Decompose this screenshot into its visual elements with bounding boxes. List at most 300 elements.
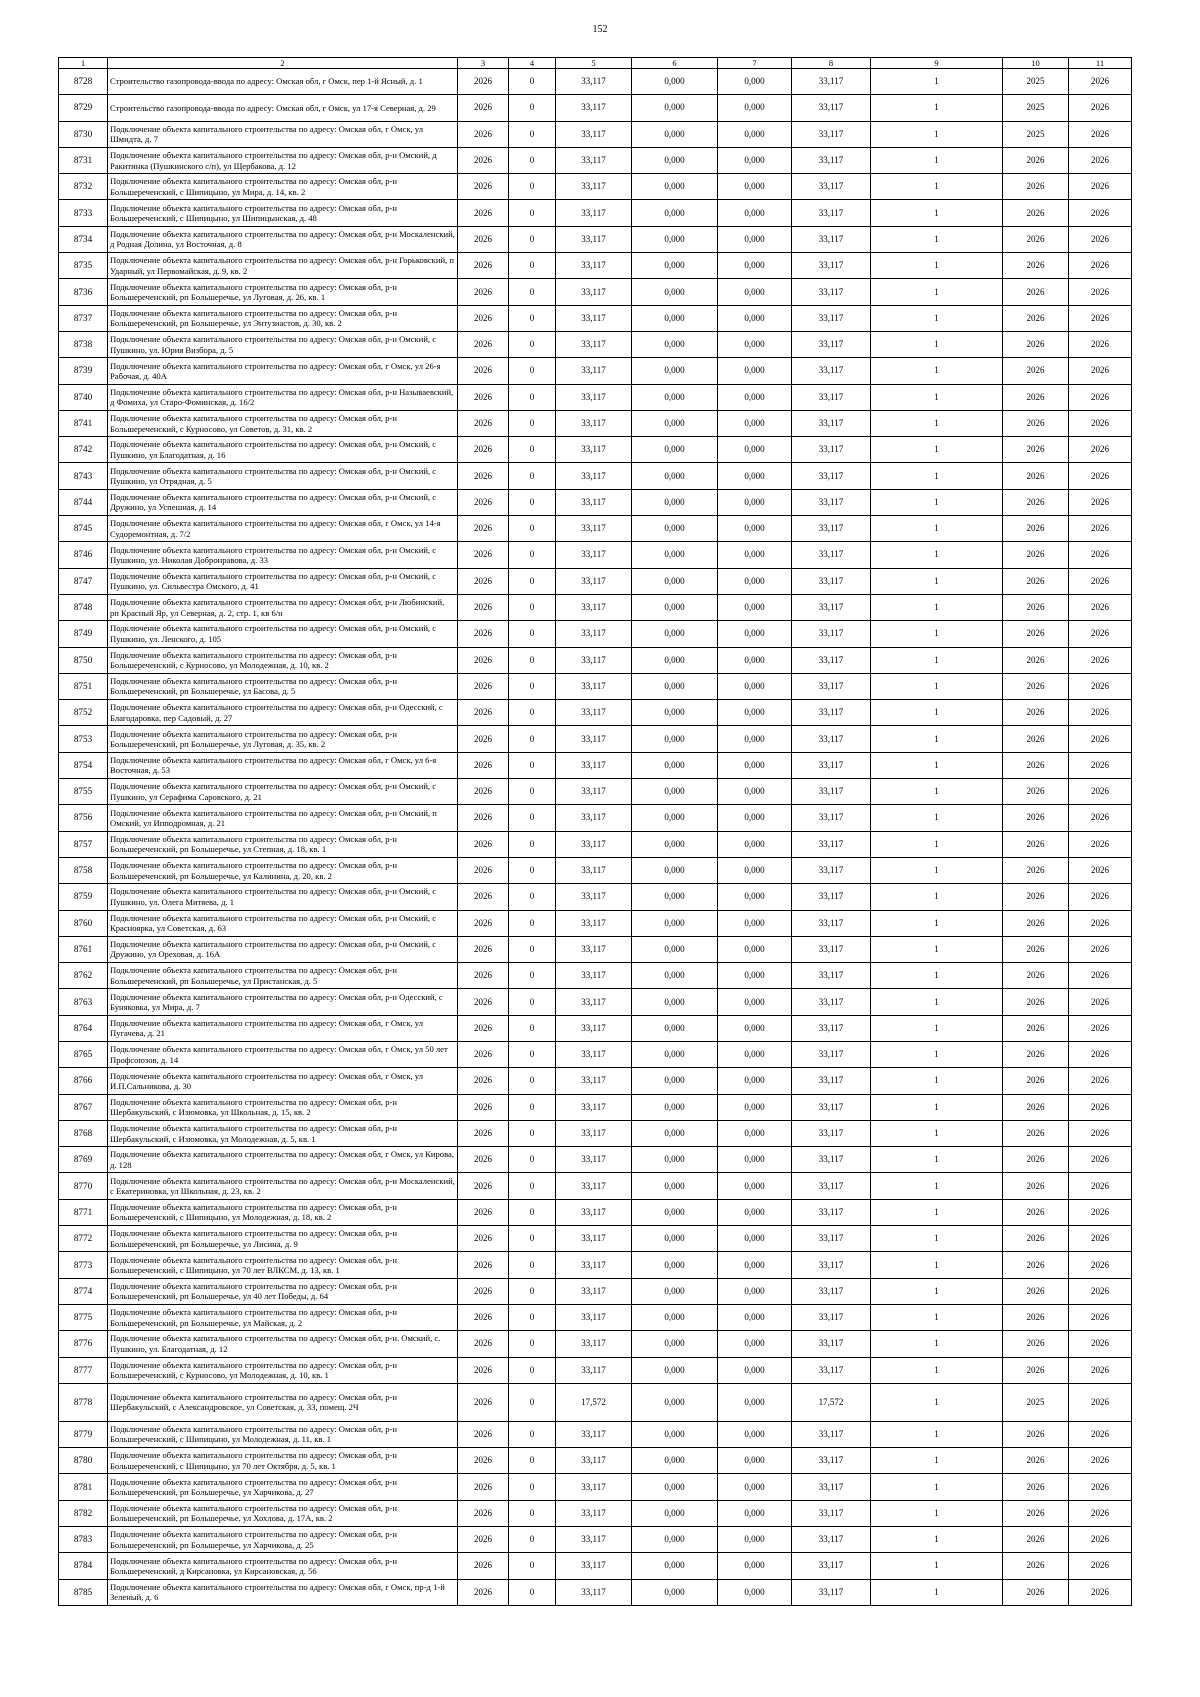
column-header: 5 [556,58,632,69]
amount-cell: 33,117 [556,594,632,620]
column-4-cell: 0 [509,673,556,699]
end-year-cell: 2026 [1069,1553,1132,1579]
total-amount-cell: 33,117 [792,95,871,121]
total-amount-cell: 33,117 [792,1278,871,1304]
total-amount-cell: 33,117 [792,253,871,279]
amount-cell: 33,117 [556,200,632,226]
column-6-cell: 0,000 [632,410,718,436]
object-description-cell: Подключение объекта капитального строительства по адресу: Омская обл, р-н Большереченский, с Шипицыно, ул 70 лет Октября, д. 5, кв. 1 [108,1448,458,1474]
column-header: 10 [1003,58,1069,69]
start-year-cell: 2025 [1003,121,1069,147]
amount-cell: 33,117 [556,1331,632,1357]
amount-cell: 33,117 [556,621,632,647]
column-6-cell: 0,000 [632,1278,718,1304]
column-6-cell: 0,000 [632,1448,718,1474]
amount-cell: 33,117 [556,95,632,121]
column-header: 4 [509,58,556,69]
row-number-cell: 8739 [59,358,108,384]
column-6-cell: 0,000 [632,69,718,95]
total-amount-cell: 33,117 [792,752,871,778]
table-row [59,305,1132,331]
column-4-cell: 0 [509,489,556,515]
count-cell: 1 [871,779,1003,805]
object-description-cell: Подключение объекта капитального строительства по адресу: Омская обл, р-н Омский, с Пушкино, ул. Ленского, д. 105 [108,621,458,647]
amount-cell: 33,117 [556,726,632,752]
table-row [59,936,1132,962]
start-year-cell: 2026 [1003,1500,1069,1526]
start-year-cell: 2026 [1003,1474,1069,1500]
start-year-cell: 2026 [1003,1448,1069,1474]
object-description-cell: Подключение объекта капитального строительства по адресу: Омская обл, г Омск, ул Шмидта, д. 7 [108,121,458,147]
row-number-cell: 8760 [59,910,108,936]
table-row [59,1579,1132,1605]
total-amount-cell: 33,117 [792,1094,871,1120]
end-year-cell: 2026 [1069,752,1132,778]
object-description-cell: Подключение объекта капитального строительства по адресу: Омская обл, р-н Омский, д Ракитинка (Пушкинского с/п), ул Щербакова, д. 12 [108,147,458,173]
count-cell: 1 [871,1383,1003,1421]
count-cell: 1 [871,331,1003,357]
column-4-cell: 0 [509,1500,556,1526]
table-row [59,594,1132,620]
column-6-cell: 0,000 [632,1068,718,1094]
total-amount-cell: 33,117 [792,1304,871,1330]
start-year-cell: 2026 [1003,779,1069,805]
column-7-cell: 0,000 [718,1579,792,1605]
column-7-cell: 0,000 [718,568,792,594]
column-4-cell: 0 [509,752,556,778]
column-7-cell: 0,000 [718,805,792,831]
column-7-cell: 0,000 [718,516,792,542]
row-number-cell: 8772 [59,1226,108,1252]
column-7-cell: 0,000 [718,1421,792,1447]
year-cell: 2026 [458,1527,509,1553]
count-cell: 1 [871,358,1003,384]
row-number-cell: 8735 [59,253,108,279]
start-year-cell: 2026 [1003,568,1069,594]
total-amount-cell: 33,117 [792,1421,871,1447]
column-4-cell: 0 [509,331,556,357]
column-7-cell: 0,000 [718,726,792,752]
object-description-cell: Подключение объекта капитального строительства по адресу: Омская обл, р-н Омский, с Дружино, ул Успешная, д. 14 [108,489,458,515]
column-6-cell: 0,000 [632,1094,718,1120]
start-year-cell: 2026 [1003,673,1069,699]
amount-cell: 33,117 [556,121,632,147]
count-cell: 1 [871,410,1003,436]
start-year-cell: 2026 [1003,1068,1069,1094]
table-row [59,437,1132,463]
count-cell: 1 [871,1579,1003,1605]
count-cell: 1 [871,542,1003,568]
column-6-cell: 0,000 [632,226,718,252]
column-4-cell: 0 [509,594,556,620]
start-year-cell: 2026 [1003,279,1069,305]
column-7-cell: 0,000 [718,437,792,463]
table-row [59,1199,1132,1225]
total-amount-cell: 33,117 [792,1173,871,1199]
year-cell: 2026 [458,516,509,542]
column-7-cell: 0,000 [718,1500,792,1526]
column-7-cell: 0,000 [718,1120,792,1146]
end-year-cell: 2026 [1069,279,1132,305]
column-4-cell: 0 [509,779,556,805]
row-number-cell: 8734 [59,226,108,252]
start-year-cell: 2026 [1003,1527,1069,1553]
year-cell: 2026 [458,700,509,726]
column-4-cell: 0 [509,1527,556,1553]
amount-cell: 33,117 [556,831,632,857]
column-7-cell: 0,000 [718,69,792,95]
count-cell: 1 [871,437,1003,463]
column-6-cell: 0,000 [632,963,718,989]
end-year-cell: 2026 [1069,463,1132,489]
count-cell: 1 [871,568,1003,594]
amount-cell: 33,117 [556,779,632,805]
column-6-cell: 0,000 [632,1199,718,1225]
register-table [58,57,1132,1606]
count-cell: 1 [871,121,1003,147]
column-6-cell: 0,000 [632,936,718,962]
total-amount-cell: 33,117 [792,1226,871,1252]
object-description-cell: Подключение объекта капитального строительства по адресу: Омская обл, р-н Большереченский, рп Большеречье, ул Пристанская, д. 5 [108,963,458,989]
count-cell: 1 [871,726,1003,752]
column-header: 8 [792,58,871,69]
amount-cell: 33,117 [556,1579,632,1605]
column-6-cell: 0,000 [632,594,718,620]
column-4-cell: 0 [509,200,556,226]
column-6-cell: 0,000 [632,331,718,357]
start-year-cell: 2026 [1003,857,1069,883]
year-cell: 2026 [458,568,509,594]
object-description-cell: Подключение объекта капитального строительства по адресу: Омская обл, г Омск, ул Кирова, д. 128 [108,1147,458,1173]
amount-cell: 33,117 [556,884,632,910]
row-number-cell: 8732 [59,174,108,200]
column-4-cell: 0 [509,1094,556,1120]
year-cell: 2026 [458,95,509,121]
total-amount-cell: 33,117 [792,279,871,305]
amount-cell: 33,117 [556,1252,632,1278]
count-cell: 1 [871,1278,1003,1304]
column-7-cell: 0,000 [718,1252,792,1278]
column-4-cell: 0 [509,1421,556,1447]
object-description-cell: Подключение объекта капитального строительства по адресу: Омская обл, р-н Большереченский, с Шипицыно, ул 70 лет ВЛКСМ, д. 13, кв. 1 [108,1252,458,1278]
amount-cell: 33,117 [556,963,632,989]
column-7-cell: 0,000 [718,1199,792,1225]
count-cell: 1 [871,1304,1003,1330]
column-4-cell: 0 [509,1304,556,1330]
total-amount-cell: 33,117 [792,305,871,331]
end-year-cell: 2026 [1069,910,1132,936]
end-year-cell: 2026 [1069,95,1132,121]
column-4-cell: 0 [509,700,556,726]
object-description-cell: Подключение объекта капитального строительства по адресу: Омская обл, р-н Омский, с Красноярка, ул Советская, д. 63 [108,910,458,936]
start-year-cell: 2026 [1003,1120,1069,1146]
start-year-cell: 2026 [1003,253,1069,279]
total-amount-cell: 33,117 [792,936,871,962]
column-7-cell: 0,000 [718,1278,792,1304]
end-year-cell: 2026 [1069,1094,1132,1120]
column-4-cell: 0 [509,121,556,147]
count-cell: 1 [871,673,1003,699]
end-year-cell: 2026 [1069,200,1132,226]
column-7-cell: 0,000 [718,1068,792,1094]
column-6-cell: 0,000 [632,1474,718,1500]
start-year-cell: 2026 [1003,1199,1069,1225]
count-cell: 1 [871,1173,1003,1199]
amount-cell: 17,572 [556,1383,632,1421]
total-amount-cell: 33,117 [792,1357,871,1383]
column-7-cell: 0,000 [718,331,792,357]
total-amount-cell: 33,117 [792,779,871,805]
year-cell: 2026 [458,963,509,989]
table-row [59,516,1132,542]
amount-cell: 33,117 [556,1357,632,1383]
column-4-cell: 0 [509,305,556,331]
end-year-cell: 2026 [1069,1579,1132,1605]
row-number-cell: 8759 [59,884,108,910]
table-row [59,1474,1132,1500]
row-number-cell: 8765 [59,1041,108,1067]
column-4-cell: 0 [509,989,556,1015]
table-row [59,331,1132,357]
table-row [59,147,1132,173]
year-cell: 2026 [458,1448,509,1474]
start-year-cell: 2026 [1003,1226,1069,1252]
year-cell: 2026 [458,384,509,410]
object-description-cell: Подключение объекта капитального строительства по адресу: Омская обл, р-н Большереченский, с Курносово, ул Молодежная, д. 10, кв. 2 [108,647,458,673]
column-7-cell: 0,000 [718,1147,792,1173]
column-4-cell: 0 [509,936,556,962]
amount-cell: 33,117 [556,305,632,331]
object-description-cell: Подключение объекта капитального строительства по адресу: Омская обл, р-н Большереченский, с Шипицыно, ул Шипицынская, д. 48 [108,200,458,226]
column-7-cell: 0,000 [718,989,792,1015]
year-cell: 2026 [458,305,509,331]
start-year-cell: 2026 [1003,700,1069,726]
end-year-cell: 2026 [1069,1421,1132,1447]
column-header: 9 [871,58,1003,69]
count-cell: 1 [871,1448,1003,1474]
end-year-cell: 2026 [1069,121,1132,147]
table-row [59,1278,1132,1304]
total-amount-cell: 33,117 [792,174,871,200]
amount-cell: 33,117 [556,1068,632,1094]
start-year-cell: 2026 [1003,410,1069,436]
column-6-cell: 0,000 [632,384,718,410]
start-year-cell: 2026 [1003,989,1069,1015]
year-cell: 2026 [458,1500,509,1526]
year-cell: 2026 [458,1553,509,1579]
row-number-cell: 8769 [59,1147,108,1173]
year-cell: 2026 [458,936,509,962]
object-description-cell: Подключение объекта капитального строительства по адресу: Омская обл, р-н. Омский, с. Пушкино, ул. Благодатная, д. 12 [108,1331,458,1357]
column-7-cell: 0,000 [718,963,792,989]
table-row [59,1331,1132,1357]
table-row [59,410,1132,436]
column-4-cell: 0 [509,1278,556,1304]
start-year-cell: 2026 [1003,884,1069,910]
row-number-cell: 8748 [59,594,108,620]
total-amount-cell: 33,117 [792,1331,871,1357]
total-amount-cell: 33,117 [792,542,871,568]
column-4-cell: 0 [509,857,556,883]
start-year-cell: 2026 [1003,1304,1069,1330]
column-4-cell: 0 [509,1357,556,1383]
end-year-cell: 2026 [1069,1199,1132,1225]
count-cell: 1 [871,805,1003,831]
column-7-cell: 0,000 [718,489,792,515]
object-description-cell: Подключение объекта капитального строительства по адресу: Омская обл, р-н Омский, с Дружино, ул Ореховая, д. 16А [108,936,458,962]
object-description-cell: Подключение объекта капитального строительства по адресу: Омская обл, р-н Большереченский, рп Большеречье, ул Луговая, д. 35, кв. 2 [108,726,458,752]
column-6-cell: 0,000 [632,1173,718,1199]
amount-cell: 33,117 [556,989,632,1015]
amount-cell: 33,117 [556,1474,632,1500]
start-year-cell: 2026 [1003,1421,1069,1447]
object-description-cell: Подключение объекта капитального строительства по адресу: Омская обл, р-н Большереченский, рп Большеречье, ул Басова, д. 5 [108,673,458,699]
column-4-cell: 0 [509,647,556,673]
object-description-cell: Подключение объекта капитального строительства по адресу: Омская обл, р-н Любинский, рп Красный Яр, ул Северная, д. 2, стр. 1, кв 6/н [108,594,458,620]
start-year-cell: 2025 [1003,95,1069,121]
row-number-cell: 8751 [59,673,108,699]
amount-cell: 33,117 [556,1199,632,1225]
count-cell: 1 [871,752,1003,778]
count-cell: 1 [871,1015,1003,1041]
year-cell: 2026 [458,1357,509,1383]
table-row [59,621,1132,647]
object-description-cell: Подключение объекта капитального строительства по адресу: Омская обл, р-н Москаленский, д Родная Долина, ул Восточная, д. 8 [108,226,458,252]
year-cell: 2026 [458,1094,509,1120]
column-6-cell: 0,000 [632,857,718,883]
count-cell: 1 [871,1226,1003,1252]
total-amount-cell: 33,117 [792,1448,871,1474]
total-amount-cell: 33,117 [792,568,871,594]
object-description-cell: Подключение объекта капитального строительства по адресу: Омская обл, р-н Большереченский, рп Большеречье, ул Харчикова, д. 27 [108,1474,458,1500]
table-row [59,989,1132,1015]
column-6-cell: 0,000 [632,1120,718,1146]
start-year-cell: 2026 [1003,305,1069,331]
amount-cell: 33,117 [556,516,632,542]
amount-cell: 33,117 [556,1120,632,1146]
year-cell: 2026 [458,1331,509,1357]
year-cell: 2026 [458,1173,509,1199]
end-year-cell: 2026 [1069,489,1132,515]
total-amount-cell: 33,117 [792,1579,871,1605]
total-amount-cell: 33,117 [792,726,871,752]
column-4-cell: 0 [509,69,556,95]
row-number-cell: 8780 [59,1448,108,1474]
row-number-cell: 8761 [59,936,108,962]
count-cell: 1 [871,253,1003,279]
column-4-cell: 0 [509,1331,556,1357]
column-7-cell: 0,000 [718,1383,792,1421]
row-number-cell: 8785 [59,1579,108,1605]
end-year-cell: 2026 [1069,1252,1132,1278]
start-year-cell: 2026 [1003,621,1069,647]
total-amount-cell: 33,117 [792,1015,871,1041]
year-cell: 2026 [458,1120,509,1146]
object-description-cell: Подключение объекта капитального строительства по адресу: Омская обл, р-н Большереченский, рп Большеречье, ул Лисина, д. 9 [108,1226,458,1252]
end-year-cell: 2026 [1069,358,1132,384]
total-amount-cell: 17,572 [792,1383,871,1421]
total-amount-cell: 33,117 [792,963,871,989]
year-cell: 2026 [458,1199,509,1225]
start-year-cell: 2026 [1003,1015,1069,1041]
column-4-cell: 0 [509,1173,556,1199]
column-6-cell: 0,000 [632,437,718,463]
column-4-cell: 0 [509,542,556,568]
column-6-cell: 0,000 [632,989,718,1015]
column-7-cell: 0,000 [718,358,792,384]
end-year-cell: 2026 [1069,384,1132,410]
table-row [59,910,1132,936]
row-number-cell: 8746 [59,542,108,568]
table-row [59,1015,1132,1041]
total-amount-cell: 33,117 [792,1553,871,1579]
column-6-cell: 0,000 [632,1041,718,1067]
start-year-cell: 2026 [1003,594,1069,620]
amount-cell: 33,117 [556,489,632,515]
row-number-cell: 8766 [59,1068,108,1094]
count-cell: 1 [871,1500,1003,1526]
year-cell: 2026 [458,69,509,95]
total-amount-cell: 33,117 [792,489,871,515]
table-row [59,1068,1132,1094]
start-year-cell: 2026 [1003,936,1069,962]
column-6-cell: 0,000 [632,1579,718,1605]
column-7-cell: 0,000 [718,647,792,673]
table-row [59,1120,1132,1146]
amount-cell: 33,117 [556,1226,632,1252]
page-number: 152 [592,24,608,35]
column-number-header-row [59,58,1132,69]
object-description-cell: Подключение объекта капитального строительства по адресу: Омская обл, р-н Омский, с Пушкино, ул Серафима Саровского, д. 21 [108,779,458,805]
start-year-cell: 2026 [1003,1278,1069,1304]
column-7-cell: 0,000 [718,1041,792,1067]
total-amount-cell: 33,117 [792,384,871,410]
start-year-cell: 2025 [1003,69,1069,95]
object-description-cell: Подключение объекта капитального строительства по адресу: Омская обл, р-н Большереченский, д Кирсановка, ул Кирсановская, д. 56 [108,1553,458,1579]
table-row [59,700,1132,726]
column-7-cell: 0,000 [718,384,792,410]
amount-cell: 33,117 [556,331,632,357]
row-number-cell: 8776 [59,1331,108,1357]
column-4-cell: 0 [509,516,556,542]
object-description-cell: Подключение объекта капитального строительства по адресу: Омская обл, р-н Большереченский, рп Большеречье, ул Харчикова, д. 25 [108,1527,458,1553]
year-cell: 2026 [458,1226,509,1252]
object-description-cell: Подключение объекта капитального строительства по адресу: Омская обл, р-н Большереченский, рп Большеречье, ул Степная, д. 18, кв. 1 [108,831,458,857]
end-year-cell: 2026 [1069,1173,1132,1199]
end-year-cell: 2026 [1069,253,1132,279]
start-year-cell: 2026 [1003,1147,1069,1173]
column-4-cell: 0 [509,568,556,594]
row-number-cell: 8779 [59,1421,108,1447]
year-cell: 2026 [458,1579,509,1605]
count-cell: 1 [871,1120,1003,1146]
object-description-cell: Строительство газопровода-ввода по адресу: Омская обл, г Омск, пер 1-й Ясный, д. 1 [108,69,458,95]
column-6-cell: 0,000 [632,516,718,542]
column-7-cell: 0,000 [718,1474,792,1500]
column-4-cell: 0 [509,910,556,936]
column-6-cell: 0,000 [632,253,718,279]
year-cell: 2026 [458,1421,509,1447]
end-year-cell: 2026 [1069,1448,1132,1474]
table-row [59,69,1132,95]
row-number-cell: 8778 [59,1383,108,1421]
year-cell: 2026 [458,779,509,805]
count-cell: 1 [871,700,1003,726]
column-6-cell: 0,000 [632,1252,718,1278]
column-7-cell: 0,000 [718,700,792,726]
start-year-cell: 2026 [1003,384,1069,410]
table-row [59,226,1132,252]
